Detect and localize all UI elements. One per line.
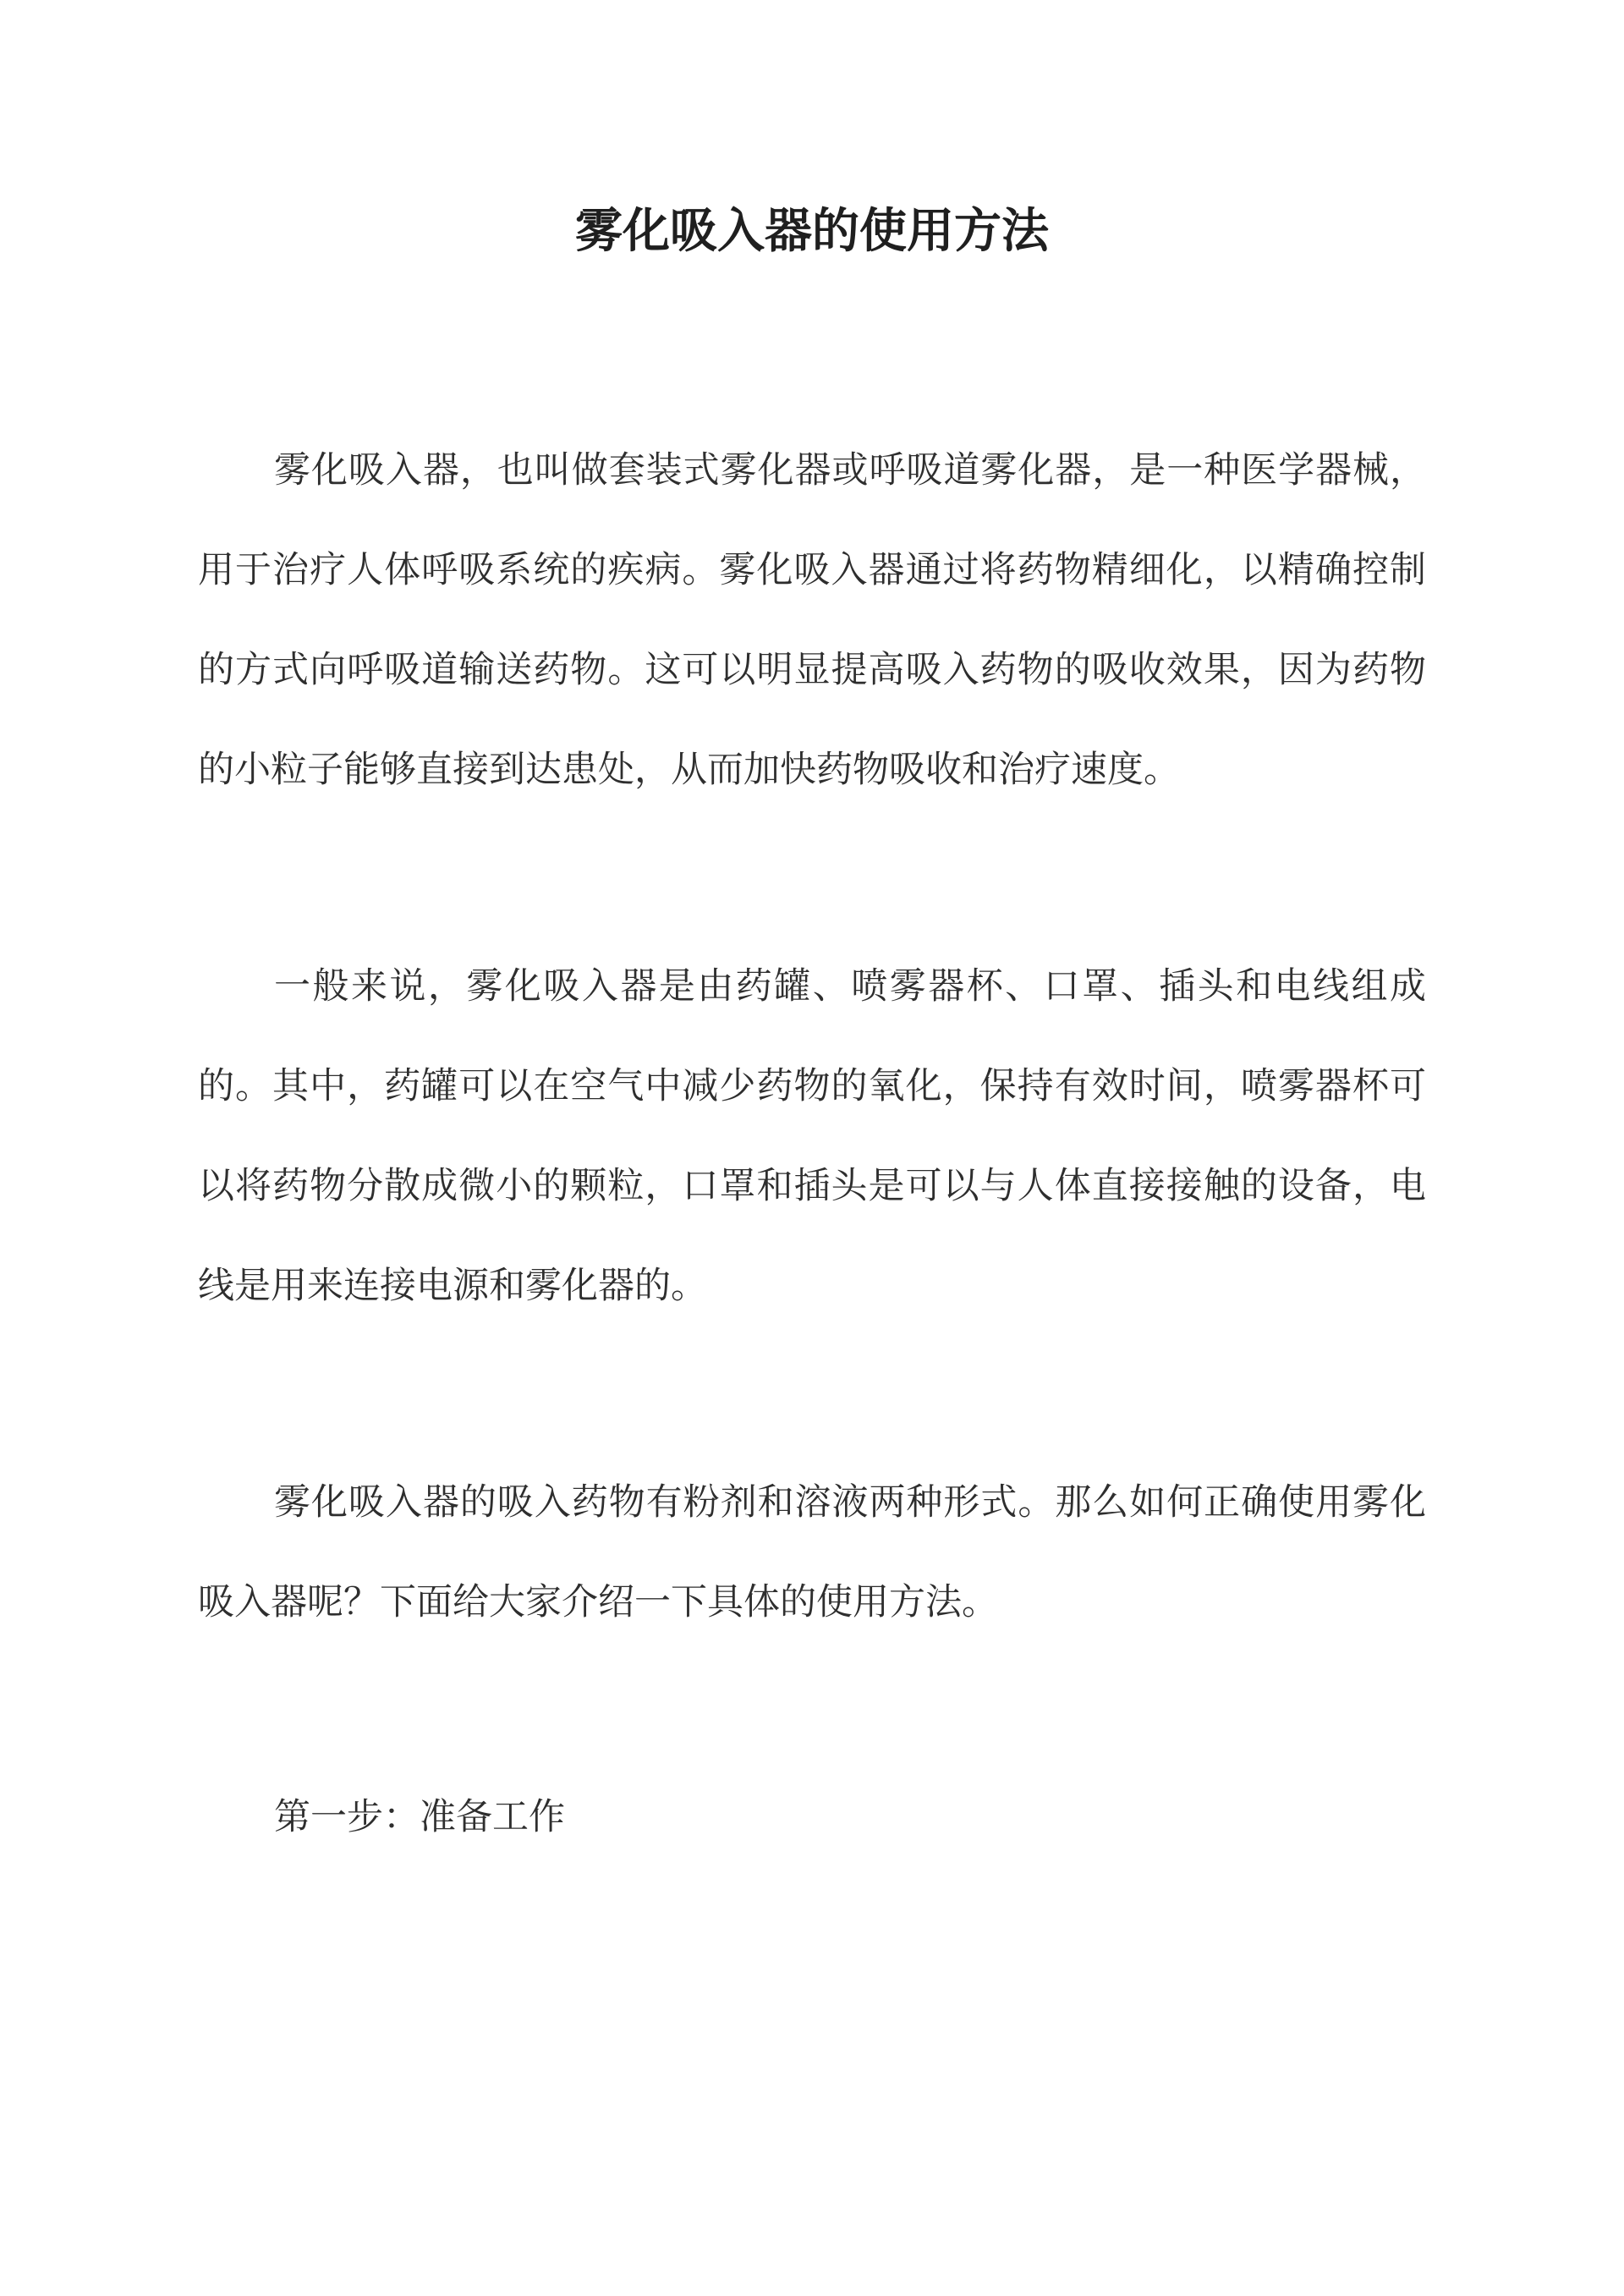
paragraph-step-one: 第一步：准备工作 bbox=[274, 1796, 565, 1838]
paragraph-intro: 雾化吸入器，也叫做套装式雾化器或呼吸道雾化器，是一种医学器械，用于治疗人体呼吸系统的疾病。雾化吸入器通过将药物精细化，以精确控制的方式向呼吸道输送药物。这可以明显提高吸入药物的吸收效果，因为药物的小粒子能够直接到达患处，从而加快药物吸收和治疗速度。 bbox=[198, 449, 1426, 791]
paragraph-components: 一般来说，雾化吸入器是由药罐、喷雾器杯、口罩、插头和电线组成的。其中，药罐可以在空气中减少药物的氧化，保持有效时间，喷雾器杯可以将药物分散成微小的颗粒，口罩和插头是可以与人体直接接触的设备，电线是用来连接电源和雾化器的。 bbox=[198, 965, 1426, 1307]
document-title: 雾化吸入器的使用方法 bbox=[575, 203, 1049, 259]
paragraph-usage-intro: 雾化吸入器的吸入药物有粉剂和溶液两种形式。那么如何正确使用雾化吸入器呢？下面给大家介绍一下具体的使用方法。 bbox=[198, 1481, 1426, 1623]
